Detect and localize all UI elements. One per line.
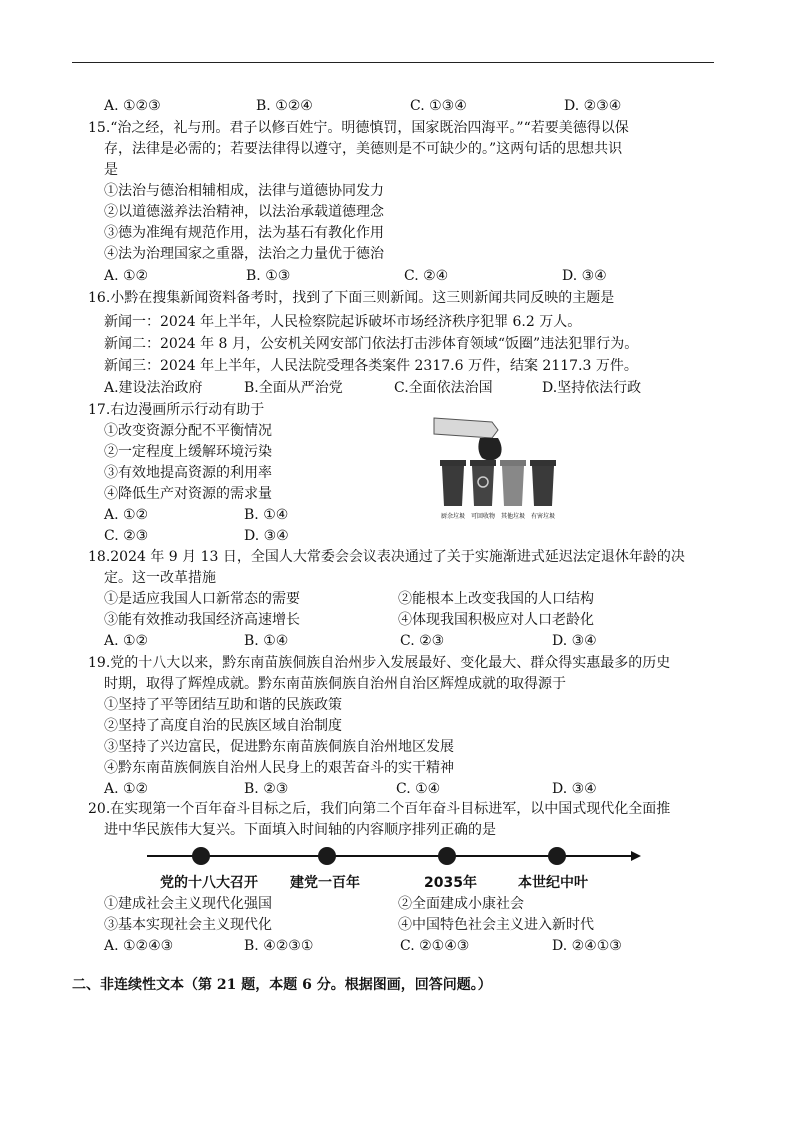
q17-stem: 17.右边漫画所示行动有助于 [88,402,265,418]
timeline-label-1: 党的十八大召开 [160,875,258,891]
timeline-node-4 [548,847,566,865]
q19-stem-line-1: 19.党的十八大以来，黔东南苗族侗族自治州步入发展最好、变化最大、群众得实惠最多的历史 [88,655,671,671]
timeline-label-4: 本世纪中叶 [518,875,588,891]
q14-option-d: D. ②③④ [564,98,622,114]
q18-option-d: D. ③④ [552,633,597,649]
q18-item-4: ④体现我国积极应对人口老龄化 [398,612,594,628]
bin-label-2: 可回收物 [470,513,496,520]
q16-news-3: 新闻三：2024 年上半年，人民法院受理各类案件 2317.6 万件，结案 2117.3 万件。 [104,358,638,374]
q19-item-4: ④黔东南苗族侗族自治州人民身上的艰苦奋斗的实干精神 [104,760,454,776]
q15-item-3: ③德为准绳有规范作用，法为基石有教化作用 [104,225,384,241]
q18-option-b: B. ①④ [244,633,289,649]
arm-shape [434,418,498,438]
q19-item-1: ①坚持了平等团结互助和谐的民族政策 [104,697,342,713]
bin-label-3: 其他垃圾 [500,513,526,520]
q16-option-b: B.全面从严治党 [244,380,343,396]
bin-hazardous [530,460,556,506]
q17-item-2: ②一定程度上缓解环境污染 [104,444,272,460]
bin-recyclable [470,460,496,506]
q20-option-a: A. ①②④③ [104,938,174,954]
q19-option-a: A. ①② [104,781,149,797]
q19-stem-line-2: 时期，取得了辉煌成就。黔东南苗族侗族自治州自治区辉煌成就的取得源于 [104,676,566,692]
q15-item-2: ②以道德滋养法治精神，以法治承载道德理念 [104,204,384,220]
q20-item-1: ①建成社会主义现代化强国 [104,896,272,912]
q18-item-2: ②能根本上改变我国的人口结构 [398,591,594,607]
q17-option-b: B. ①④ [244,507,289,523]
q17-option-d: D. ③④ [244,528,289,544]
q18-stem-line-1: 18.2024 年 9 月 13 日，全国人大常委会会议表决通过了关于实施渐进式延迟法定退休年龄的决 [88,549,685,565]
q17-option-c: C. ②③ [104,528,149,544]
garbage-bag-icon [478,438,501,461]
section-2-heading: 二、非连续性文本（第 21 题，本题 6 分。根据图画，回答问题。） [72,977,492,993]
q16-option-d: D.坚持依法行政 [542,380,642,396]
q20-stem-line-2: 进中华民族伟大复兴。下面填入时间轴的内容顺序排列正确的是 [104,822,496,838]
q20-item-4: ④中国特色社会主义进入新时代 [398,917,594,933]
q14-option-a: A. ①②③ [104,98,161,114]
q20-stem-line-1: 20.在实现第一个百年奋斗目标之后，我们向第二个百年奋斗目标进军，以中国式现代化全面推 [88,801,671,817]
q20-item-3: ③基本实现社会主义现代化 [104,917,272,933]
timeline-label-3: 2035年 [424,875,477,891]
q17-item-1: ①改变资源分配不平衡情况 [104,423,272,439]
q17-item-3: ③有效地提高资源的利用率 [104,465,272,481]
q18-stem-line-2: 定。这一改革措施 [104,570,216,586]
q17-option-a: A. ①② [104,507,149,523]
q20-option-b: B. ④②③① [244,938,314,954]
q16-news-2: 新闻二：2024 年 8 月，公安机关网安部门依法打击涉体育领域“饭圈”违法犯罪行为。 [104,336,639,352]
garbage-sorting-cartoon [432,408,562,526]
timeline-node-1 [192,847,210,865]
timeline-node-3 [438,847,456,865]
q20-option-d: D. ②④①③ [552,938,622,954]
q15-stem-line-2: 存，法律是必需的；若要法律得以遵守，美德则是不可缺少的。”这两句话的思想共识 [104,141,623,157]
q20-option-c: C. ②①④③ [400,938,470,954]
q16-option-c: C.全面依法治国 [394,380,493,396]
timeline-arrow-icon [631,851,641,861]
q16-stem: 16.小黔在搜集新闻资料备考时，找到了下面三则新闻。这三则新闻共同反映的主题是 [88,290,615,306]
timeline-label-2: 建党一百年 [290,875,360,891]
q18-option-a: A. ①② [104,633,149,649]
q18-option-c: C. ②③ [400,633,445,649]
q20-item-2: ②全面建成小康社会 [398,896,524,912]
bin-label-4: 有害垃圾 [530,513,556,520]
q14-option-b: B. ①②④ [256,98,313,114]
q19-option-b: B. ②③ [244,781,289,797]
q15-item-1: ①法治与德治相辅相成，法律与道德协同发力 [104,183,384,199]
q15-option-b: B. ①③ [246,268,291,284]
bin-other [500,460,526,506]
q15-option-c: C. ②④ [404,268,449,284]
timeline-node-2 [318,847,336,865]
q18-item-1: ①是适应我国人口新常态的需要 [104,591,300,607]
q17-item-4: ④降低生产对资源的需求量 [104,486,272,502]
q19-item-3: ③坚持了兴边富民，促进黔东南苗族侗族自治州地区发展 [104,739,454,755]
bin-label-1: 厨余垃圾 [440,513,466,520]
q19-option-d: D. ③④ [552,781,597,797]
bin-kitchen [440,460,466,506]
header-rule [72,62,714,63]
q16-news-1: 新闻一：2024 年上半年，人民检察院起诉破坏市场经济秩序犯罪 6.2 万人。 [104,314,582,330]
q15-item-4: ④法为治理国家之重器，法治之力量优于德治 [104,246,384,262]
q15-stem-line-3: 是 [104,162,118,178]
q15-option-d: D. ③④ [562,268,607,284]
q16-option-a: A.建设法治政府 [104,380,203,396]
q18-item-3: ③能有效推动我国经济高速增长 [104,612,300,628]
q15-stem-line-1: 15.“治之经，礼与刑。君子以修百姓宁。明德慎罚，国家既治四海平。”“若要美德得以保 [88,120,629,136]
q15-option-a: A. ①② [104,268,149,284]
q19-item-2: ②坚持了高度自治的民族区域自治制度 [104,718,342,734]
q14-option-c: C. ①③④ [410,98,467,114]
q19-option-c: C. ①④ [396,781,441,797]
